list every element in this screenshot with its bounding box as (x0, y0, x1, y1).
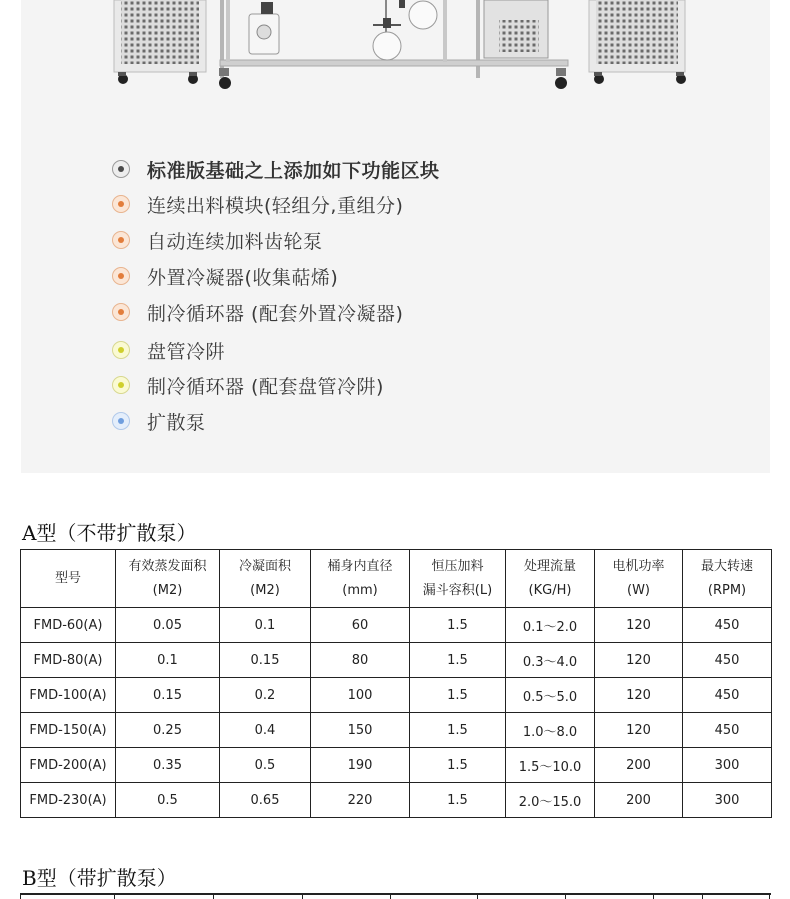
bullet-icon (112, 195, 130, 213)
table-cell: 1.5〜10.0 (506, 748, 595, 783)
table-cell: 300 (683, 748, 772, 783)
feature-item (112, 373, 384, 397)
distillation-frame (219, 0, 568, 89)
header-condensing-area: 冷凝面积 (M2) (220, 550, 311, 608)
table-cell: 0.5 (220, 748, 311, 783)
section-a-title: A型（不带扩散泵） (22, 521, 197, 545)
table-row (21, 678, 772, 713)
feature-label: 外置冷凝器(收集萜烯) (147, 266, 339, 289)
table-cell: 60 (311, 608, 410, 643)
table-cell: 450 (683, 713, 772, 748)
bullet-icon (112, 376, 130, 394)
table-cell: 1.0〜8.0 (506, 713, 595, 748)
feature-label: 制冷循环器 (配套盘管冷阱) (147, 375, 384, 398)
feature-item (112, 338, 225, 362)
section-b-title: B型（带扩散泵） (22, 866, 177, 890)
table-cell: FMD-100(A) (21, 678, 116, 713)
bullet-icon (112, 267, 130, 285)
table-cell: 0.1〜2.0 (506, 608, 595, 643)
feature-item (112, 264, 338, 288)
table-cell: 0.05 (116, 608, 220, 643)
table-cell: 150 (311, 713, 410, 748)
table-cell: 2.0〜15.0 (506, 783, 595, 818)
table-cell: FMD-200(A) (21, 748, 116, 783)
table-cell: 1.5 (410, 643, 506, 678)
header-model: 型号 (21, 550, 116, 608)
feature-item (112, 409, 206, 433)
table-cell: 450 (683, 678, 772, 713)
header-evaporation-area: 有效蒸发面积 (M2) (116, 550, 220, 608)
header-funnel-volume: 恒压加料 漏斗容积(L) (410, 550, 506, 608)
table-cell: 0.15 (116, 678, 220, 713)
table-cell: 0.5〜5.0 (506, 678, 595, 713)
feature-label: 制冷循环器 (配套外置冷凝器) (147, 302, 404, 325)
table-cell: 0.65 (220, 783, 311, 818)
table-cell: 450 (683, 608, 772, 643)
table-cell: 200 (595, 783, 683, 818)
bullet-icon (112, 412, 130, 430)
table-cell: 1.5 (410, 748, 506, 783)
table-cell: FMD-60(A) (21, 608, 116, 643)
left-chiller-cabinet (114, 0, 206, 84)
table-cell: 120 (595, 643, 683, 678)
table-header-row (21, 550, 772, 608)
table-cell: 0.15 (220, 643, 311, 678)
header-motor-power: 电机功率 (W) (595, 550, 683, 608)
right-chiller-cabinet (589, 0, 686, 84)
spec-table-b-top-edge (20, 893, 771, 899)
header-inner-diameter: 桶身内直径 (mm) (311, 550, 410, 608)
table-cell: 1.5 (410, 783, 506, 818)
table-cell: 0.5 (116, 783, 220, 818)
table-cell: 1.5 (410, 678, 506, 713)
table-cell: 120 (595, 608, 683, 643)
table-row (21, 713, 772, 748)
feature-label: 盘管冷阱 (147, 340, 226, 363)
header-flow-rate: 处理流量 (KG/H) (506, 550, 595, 608)
bullet-icon (112, 341, 130, 359)
table-cell: FMD-230(A) (21, 783, 116, 818)
table-cell: 200 (595, 748, 683, 783)
spec-table-a (20, 549, 772, 818)
table-cell: 80 (311, 643, 410, 678)
table-cell: 1.5 (410, 713, 506, 748)
table-cell: 450 (683, 643, 772, 678)
table-cell: 0.1 (220, 608, 311, 643)
feature-label: 标准版基础之上添加如下功能区块 (147, 159, 440, 182)
feature-item (112, 157, 440, 181)
table-cell: 0.25 (116, 713, 220, 748)
equipment-illustration (21, 0, 770, 100)
table-cell: 120 (595, 713, 683, 748)
feature-item (112, 192, 403, 216)
feature-item (112, 228, 323, 252)
table-cell: 120 (595, 678, 683, 713)
feature-label: 连续出料模块(轻组分,重组分) (147, 194, 404, 217)
feature-item (112, 300, 403, 324)
table-cell: 0.4 (220, 713, 311, 748)
feature-label: 扩散泵 (147, 411, 206, 434)
table-cell: 100 (311, 678, 410, 713)
feature-label: 自动连续加料齿轮泵 (147, 230, 323, 253)
table-cell: 0.1 (116, 643, 220, 678)
bullet-icon (112, 303, 130, 321)
table-row (21, 783, 772, 818)
table-cell: 0.35 (116, 748, 220, 783)
table-cell: 190 (311, 748, 410, 783)
bullet-icon (112, 160, 130, 178)
table-cell: 300 (683, 783, 772, 818)
table-cell: 220 (311, 783, 410, 818)
table-row (21, 748, 772, 783)
table-cell: 1.5 (410, 608, 506, 643)
table-cell: 0.3〜4.0 (506, 643, 595, 678)
table-row (21, 643, 772, 678)
table-cell: 0.2 (220, 678, 311, 713)
bullet-icon (112, 231, 130, 249)
table-cell: FMD-150(A) (21, 713, 116, 748)
header-max-speed: 最大转速 (RPM) (683, 550, 772, 608)
table-row (21, 608, 772, 643)
table-cell: FMD-80(A) (21, 643, 116, 678)
